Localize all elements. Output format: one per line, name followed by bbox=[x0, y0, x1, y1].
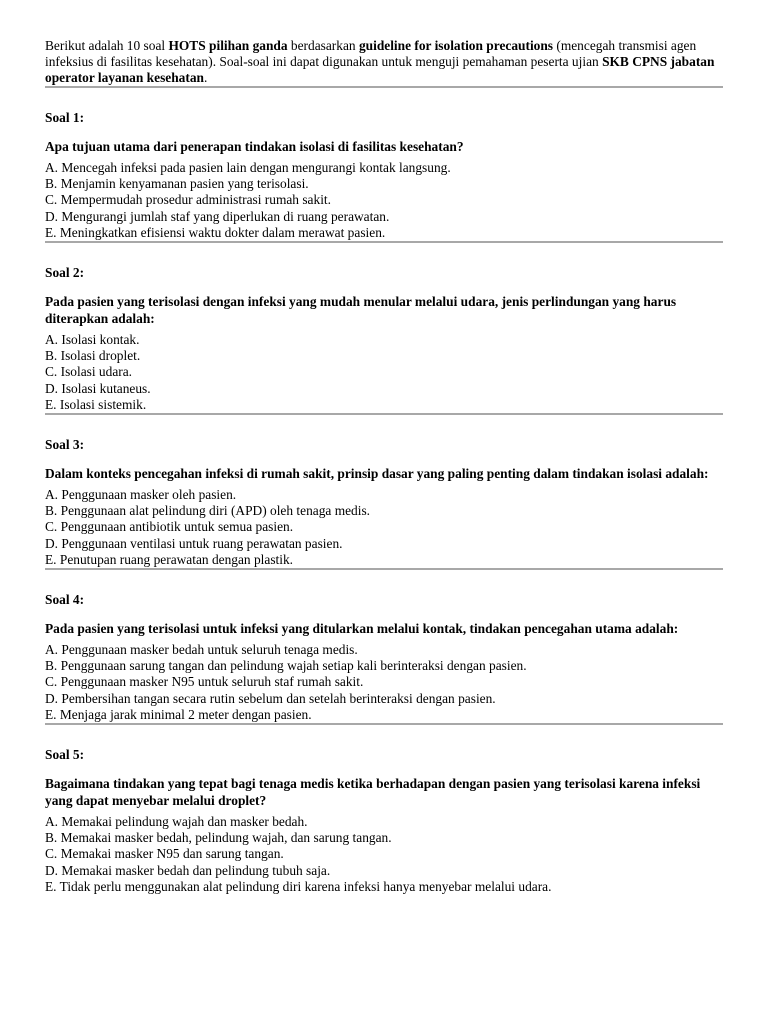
answer-option: D. Memakai masker bedah dan pelindung tubuh saja. bbox=[45, 862, 331, 878]
question-text: Pada pasien yang terisolasi dengan infeksi yang mudah menular melalui udara, jenis perlindungan yang harus diterapkan adalah: bbox=[45, 294, 677, 327]
answer-option: B. Penggunaan sarung tangan dan pelindung wajah setiap kali berinteraksi dengan pasien. bbox=[45, 658, 527, 674]
question-text: Bagaimana tindakan yang tepat bagi tenaga medis ketika berhadapan dengan pasien yang terisolasi karena infeksi yang dapat menyebar melalui droplet? bbox=[45, 776, 701, 809]
answer-option: A. Mencegah infeksi pada pasien lain dengan mengurangi kontak langsung. bbox=[45, 160, 451, 175]
answer-option: B. Memakai masker bedah, pelindung wajah, dan sarung tangan. bbox=[45, 830, 392, 846]
answer-option: D. Penggunaan ventilasi untuk ruang perawatan pasien. bbox=[45, 535, 343, 551]
intro-text: (mencegah transmisi agen infeksius di fasilitas kesehatan). Soal-soal ini dapat digunakan untuk menguji pemahaman peserta ujian bbox=[45, 38, 697, 69]
answer-option: E. Penutupan ruang perawatan dengan plastik. bbox=[45, 551, 294, 567]
intro-paragraph bbox=[45, 38, 723, 86]
intro-text: berdasarkan bbox=[287, 38, 359, 53]
question-block bbox=[45, 243, 723, 415]
question-block bbox=[45, 725, 723, 895]
intro-text: . bbox=[203, 70, 208, 85]
question-block bbox=[45, 570, 723, 725]
intro-bold-guideline: guideline for isolation precautions bbox=[358, 38, 554, 53]
question-text: Pada pasien yang terisolasi untuk infeksi yang ditularkan melalui kontak, tindakan pencegahan utama adalah: bbox=[45, 621, 679, 637]
answer-option: C. Penggunaan antibiotik untuk semua pasien. bbox=[45, 519, 294, 535]
answer-option: A. Memakai pelindung wajah dan masker bedah. bbox=[45, 814, 308, 830]
answer-option: B. Isolasi droplet. bbox=[45, 348, 141, 364]
answer-option: C. Penggunaan masker N95 untuk seluruh staf rumah sakit. bbox=[45, 674, 364, 690]
answer-option: E. Menjaga jarak minimal 2 meter dengan pasien. bbox=[45, 706, 312, 722]
answer-options bbox=[45, 642, 723, 723]
question-text: Apa tujuan utama dari penerapan tindakan isolasi di fasilitas kesehatan? bbox=[45, 139, 464, 154]
question-block bbox=[45, 88, 723, 243]
answer-option: C. Mempermudah prosedur administrasi rumah sakit. bbox=[45, 192, 331, 208]
answer-option: D. Mengurangi jumlah staf yang diperlukan di ruang perawatan. bbox=[45, 208, 390, 224]
answer-option: E. Meningkatkan efisiensi waktu dokter dalam merawat pasien. bbox=[45, 224, 386, 240]
answer-option: A. Penggunaan masker oleh pasien. bbox=[45, 487, 237, 503]
answer-option: D. Pembersihan tangan secara rutin sebelum dan setelah berinteraksi dengan pasien. bbox=[45, 690, 496, 706]
answer-option: E. Isolasi sistemik. bbox=[45, 396, 147, 412]
question-number: Soal 5: bbox=[45, 747, 85, 763]
answer-options bbox=[45, 814, 723, 895]
answer-option: A. Isolasi kontak. bbox=[45, 332, 140, 348]
answer-option: B. Menjamin kenyamanan pasien yang terisolasi. bbox=[45, 176, 309, 192]
answer-options bbox=[45, 332, 723, 413]
question-block bbox=[45, 415, 723, 570]
answer-option: B. Penggunaan alat pelindung diri (APD) oleh tenaga medis. bbox=[45, 503, 371, 519]
answer-option: E. Tidak perlu menggunakan alat pelindung diri karena infeksi hanya menyebar melalui udara. bbox=[45, 878, 552, 894]
answer-option: A. Penggunaan masker bedah untuk seluruh tenaga medis. bbox=[45, 642, 358, 658]
answer-option: C. Memakai masker N95 dan sarung tangan. bbox=[45, 846, 284, 862]
question-number: Soal 4: bbox=[45, 592, 85, 608]
question-list bbox=[45, 88, 723, 895]
question-number: Soal 3: bbox=[45, 437, 85, 453]
answer-option: C. Isolasi udara. bbox=[45, 364, 133, 380]
answer-options bbox=[45, 487, 723, 568]
answer-options bbox=[45, 160, 723, 241]
intro-bold-hots: HOTS pilihan ganda bbox=[168, 38, 288, 53]
intro-text: Berikut adalah 10 soal bbox=[45, 38, 169, 53]
question-number: Soal 2: bbox=[45, 265, 85, 281]
question-number: Soal 1: bbox=[45, 110, 85, 125]
answer-option: D. Isolasi kutaneus. bbox=[45, 380, 151, 396]
intro-bold-skb: SKB CPNS jabatan operator layanan kesehatan bbox=[45, 54, 715, 85]
question-text: Dalam konteks pencegahan infeksi di rumah sakit, prinsip dasar yang paling penting dalam tindakan isolasi adalah: bbox=[45, 466, 709, 482]
